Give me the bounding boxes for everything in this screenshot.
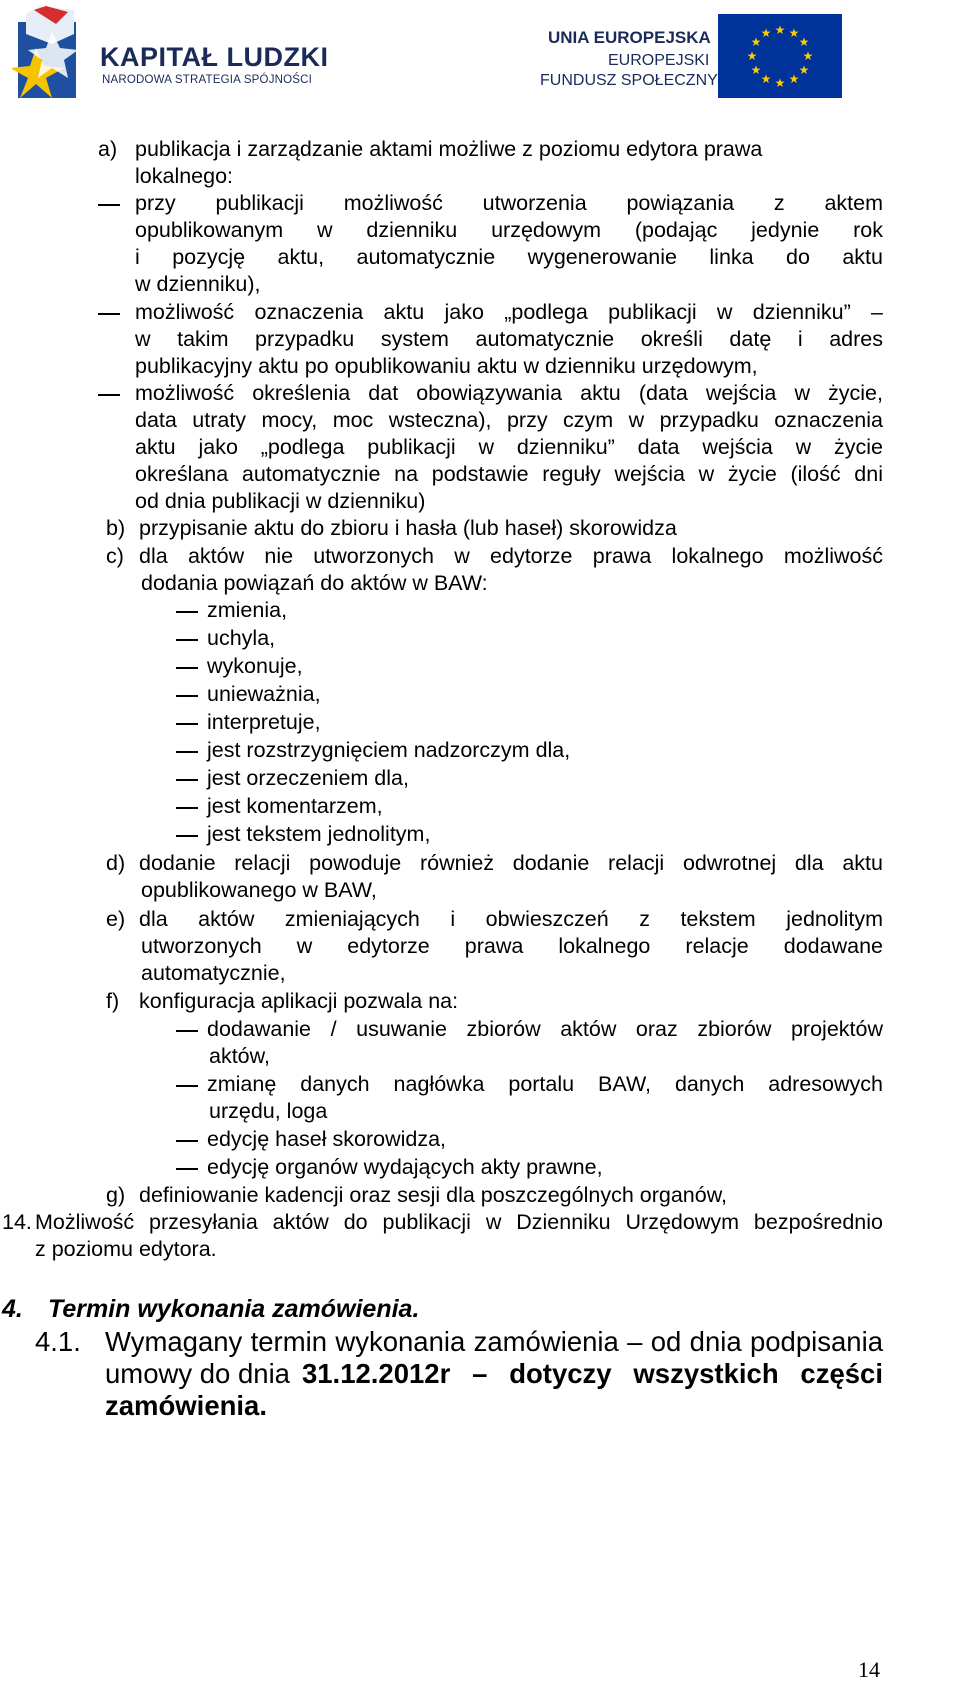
svg-text:★: ★: [774, 76, 786, 90]
item-c-sub-item: interpretuje,: [207, 710, 321, 734]
svg-text:★: ★: [760, 26, 772, 40]
svg-text:★: ★: [774, 23, 786, 37]
section-4-1-line-2-bold: 31.12.2012r – dotyczy wszystkich części: [301, 1358, 883, 1389]
svg-text:★: ★: [788, 72, 800, 86]
item-a-line-1: publikacja i zarządzanie aktami możliwe z poziomu edytora prawa: [135, 137, 763, 161]
bullet-dash: [98, 313, 120, 315]
item-14-line-1: Możliwość przesyłania aktów do publikacji w Dzienniku Urzędowym bezpośrednio: [35, 1210, 883, 1234]
item-f-marker: f): [106, 989, 120, 1013]
item-c-sub-item: zmienia,: [207, 598, 288, 622]
kapital-ludzki-emblem-icon: [12, 4, 92, 100]
section-4-1-line-3: zamówienia.: [105, 1390, 267, 1421]
item-c-sub-item: unieważnia,: [207, 682, 321, 706]
bullet-dash: [176, 1085, 198, 1087]
eu-subtitle-1: EUROPEJSKI: [608, 52, 710, 69]
section-4-1-line-2-regular: umowy do dnia: [105, 1358, 290, 1389]
item-a-line-2: lokalnego:: [135, 164, 234, 188]
kapital-ludzki-title: KAPITAŁ LUDZKI: [100, 42, 329, 72]
item-e-line-1: dla aktów zmieniających i obwieszczeń z tekstem jednolitym: [139, 907, 883, 931]
item-f-sub-1-line-1: dodawanie / usuwanie zbiorów aktów oraz zbiorów projektów: [207, 1017, 883, 1041]
bullet-dash: [176, 1140, 198, 1142]
page-number: 14: [858, 1657, 880, 1682]
item-a-bullet-1-line-4: w dzienniku),: [135, 272, 261, 296]
bullet-dash: [176, 835, 198, 837]
section-4-1-number: 4.1.: [35, 1326, 81, 1357]
bullet-dash: [176, 723, 198, 725]
section-4-1-line-2: [105, 1360, 883, 1388]
bullet-dash: [98, 394, 120, 396]
bullet-dash: [176, 611, 198, 613]
item-d-line-1: dodanie relacji powoduje również dodanie relacji odwrotnej dla aktu: [139, 851, 883, 875]
svg-text:★: ★: [788, 26, 800, 40]
item-a-bullet-2-line-2: w takim przypadku system automatycznie określi datę i adres: [135, 327, 883, 351]
item-d-line-2: opublikowanego w BAW,: [141, 878, 377, 902]
section-4-1-line-1: Wymagany termin wykonania zamówienia – od dnia podpisania: [105, 1326, 883, 1357]
bullet-dash: [176, 779, 198, 781]
section-4-number: 4.: [2, 1295, 23, 1323]
item-f-line-1: konfiguracja aplikacji pozwala na:: [139, 989, 459, 1013]
svg-text:★: ★: [760, 72, 772, 86]
item-a-bullet-3-line-1: możliwość określenia dat obowiązywania aktu (data wejścia w życie,: [135, 381, 883, 405]
item-a-bullet-2-line-1: możliwość oznaczenia aktu jako „podlega publikacji w dzienniku” –: [135, 300, 883, 324]
item-e-marker: e): [106, 907, 126, 931]
bullet-dash: [176, 751, 198, 753]
bullet-dash: [176, 639, 198, 641]
eu-title: UNIA EUROPEJSKA: [548, 28, 711, 47]
item-d-marker: d): [106, 851, 126, 875]
item-14-marker: 14.: [2, 1210, 32, 1234]
bullet-dash: [176, 807, 198, 809]
svg-text:★: ★: [802, 49, 814, 63]
item-c-sub-item: uchyla,: [207, 626, 276, 650]
item-f-sub-2-line-1: zmianę danych nagłówka portalu BAW, danych adresowych: [207, 1072, 883, 1096]
bullet-dash: [176, 667, 198, 669]
item-b-line-1: przypisanie aktu do zbioru i hasła (lub haseł) skorowidza: [139, 516, 677, 540]
item-a-bullet-3-line-5: od dnia publikacji w dzienniku): [135, 489, 426, 513]
svg-text:★: ★: [750, 63, 762, 77]
item-c-marker: c): [106, 544, 124, 568]
item-e-line-2: utworzonych w edytorze prawa lokalnego relacje dodawane: [141, 934, 883, 958]
item-14-line-2: z poziomu edytora.: [35, 1237, 217, 1261]
item-a-bullet-1-line-2: opublikowanym w dzienniku urzędowym (podając jedynie rok: [135, 218, 883, 242]
section-4-title: Termin wykonania zamówienia.: [48, 1295, 420, 1323]
item-g-marker: g): [106, 1183, 126, 1207]
item-c-sub-item: jest komentarzem,: [207, 794, 383, 818]
bullet-dash: [98, 204, 120, 206]
item-b-marker: b): [106, 516, 126, 540]
header-left-logo: [12, 4, 342, 100]
item-e-line-3: automatycznie,: [141, 961, 286, 985]
item-c-line-1: dla aktów nie utworzonych w edytorze prawa lokalnego możliwość: [139, 544, 883, 568]
item-a-bullet-1-line-1: przy publikacji możliwość utworzenia powiązania z aktem: [135, 191, 883, 215]
item-c-sub-item: jest orzeczeniem dla,: [207, 766, 409, 790]
item-a-bullet-2-line-3: publikacyjny aktu po opublikowaniu aktu w dzienniku urzędowym,: [135, 354, 758, 378]
eu-flag-icon: [718, 14, 842, 98]
item-f-sub-4: edycję organów wydających akty prawne,: [207, 1155, 603, 1179]
item-c-sub-item: wykonuje,: [207, 654, 303, 678]
item-c-line-2: dodania powiązań do aktów w BAW:: [141, 571, 488, 595]
kapital-ludzki-subtitle: NARODOWA STRATEGIA SPÓJNOŚCI: [102, 74, 313, 86]
svg-text:★: ★: [798, 35, 810, 49]
item-f-sub-2-line-2: urzędu, loga: [209, 1099, 328, 1123]
item-a-bullet-3-line-2: data utraty mocy, moc wsteczna), przy czym w przypadku oznaczenia: [135, 408, 883, 432]
item-g-line-1: definiowanie kadencji oraz sesji dla poszczególnych organów,: [139, 1183, 728, 1207]
bullet-dash: [176, 1030, 198, 1032]
item-a-bullet-3-line-4: określana automatycznie na podstawie reguły wejścia w życie (ilość dni: [135, 462, 883, 486]
bullet-dash: [176, 1168, 198, 1170]
item-a-bullet-1-line-3: i pozycję aktu, automatycznie wygenerowanie linka do aktu: [135, 245, 883, 269]
item-c-sub-item: jest rozstrzygnięciem nadzorczym dla,: [207, 738, 571, 762]
bullet-dash: [176, 695, 198, 697]
item-a-marker: a): [98, 137, 118, 161]
header-right-logo: [540, 8, 920, 98]
item-c-sub-item: jest tekstem jednolitym,: [207, 822, 431, 846]
item-a-bullet-3-line-3: aktu jako „podlega publikacji w dzienniku” data wejścia w życie: [135, 435, 883, 459]
svg-text:★: ★: [746, 49, 758, 63]
svg-text:★: ★: [798, 63, 810, 77]
eu-subtitle-2: FUNDUSZ SPOŁECZNY: [540, 72, 718, 89]
item-f-sub-1-line-2: aktów,: [209, 1044, 270, 1068]
item-f-sub-3: edycję haseł skorowidza,: [207, 1127, 447, 1151]
svg-text:★: ★: [750, 35, 762, 49]
